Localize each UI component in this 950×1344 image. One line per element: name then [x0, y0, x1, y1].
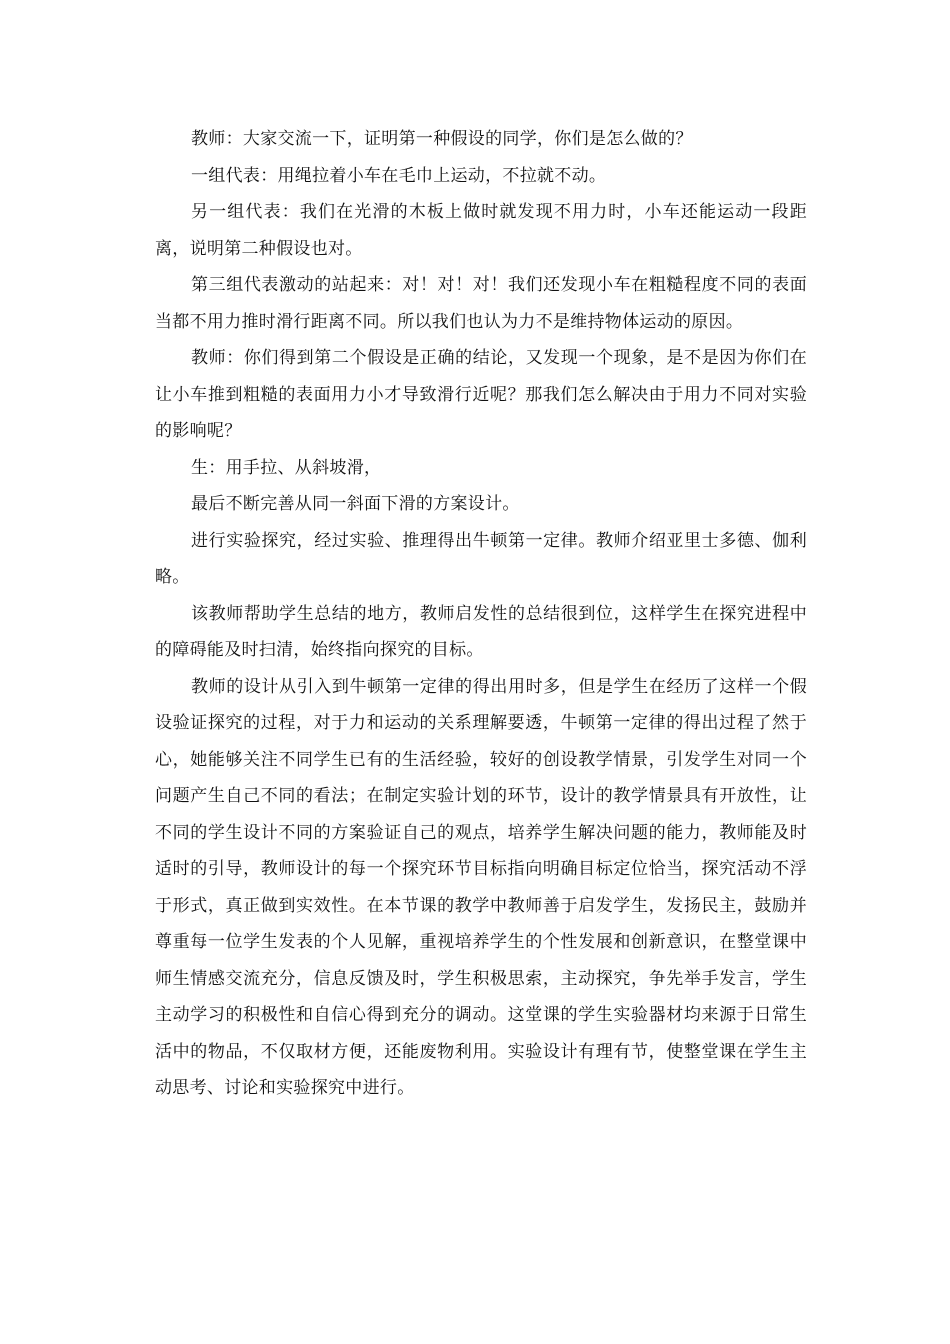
paragraph-group-two: 另一组代表：我们在光滑的木板上做时就发现不用力时，小车还能运动一段距离，说明第二种假设也对。 — [155, 202, 807, 259]
paragraph-evaluation: 教师的设计从引入到牛顿第一定律的得出用时多，但是学生在经历了这样一个假设验证探究的过程，对于力和运动的关系理解要透，牛顿第一定律的得出过程了然于心，她能够关注不同学生已有的生活经验，较好的创设教学情景，引发学生对同一个问题产生自己不同的看法；在制定实验计划的环节，设计的教学情景具有开放性，让不同的学生设计不同的方案验证自己的观点，培养学生解决问题的能力，教师能及时适时的引导，教师设计的每一个探究环节目标指向明确目标定位恰当，探究活动不浮于形式，真正做到实效性。在本节课的教学中教师善于启发学生，发扬民主，鼓励并尊重每一位学生发表的个人见解，重视培养学生的个性发展和创新意识，在整堂课中师生情感交流充分，信息反馈及时，学生积极思索，主动探究，争先举手发言，学生主动学习的积极性和自信心得到充分的调动。这堂课的学生实验器材均来源于日常生活中的物品，不仅取材方便，还能废物利用。实验设计有理有节，使整堂课在学生主动思考、讨论和实验探究中进行。 — [155, 676, 807, 1098]
paragraph-student-answer: 生：用手拉、从斜坡滑， — [191, 457, 382, 478]
document-page — [155, 121, 807, 1107]
paragraph-summary: 该教师帮助学生总结的地方，教师启发性的总结很到位，这样学生在探究进程中的障碍能及时扫清，始终指向探究的目标。 — [155, 603, 807, 660]
paragraph-group-three: 第三组代表激动的站起来：对！对！对！我们还发现小车在粗糙程度不同的表面当都不用力推时滑行距离不同。所以我们也认为力不是维持物体运动的原因。 — [155, 275, 807, 332]
paragraph-teacher-question: 教师：大家交流一下，证明第一种假设的同学，你们是怎么做的？ — [191, 129, 693, 149]
paragraph-group-one: 一组代表：用绳拉着小车在毛巾上运动，不拉就不动。 — [191, 165, 607, 186]
paragraph-experiment: 进行实验探究，经过实验、推理得出牛顿第一定律。教师介绍亚里士多德、伽利略。 — [155, 530, 807, 587]
paragraph-teacher-followup: 教师：你们得到第二个假设是正确的结论，又发现一个现象，是不是因为你们在让小车推到粗糙的表面用力小才导致滑行近呢？那我们怎么解决由于用力不同对实验的影响呢？ — [155, 348, 807, 441]
paragraph-final-design: 最后不断完善从同一斜面下滑的方案设计。 — [191, 494, 520, 514]
